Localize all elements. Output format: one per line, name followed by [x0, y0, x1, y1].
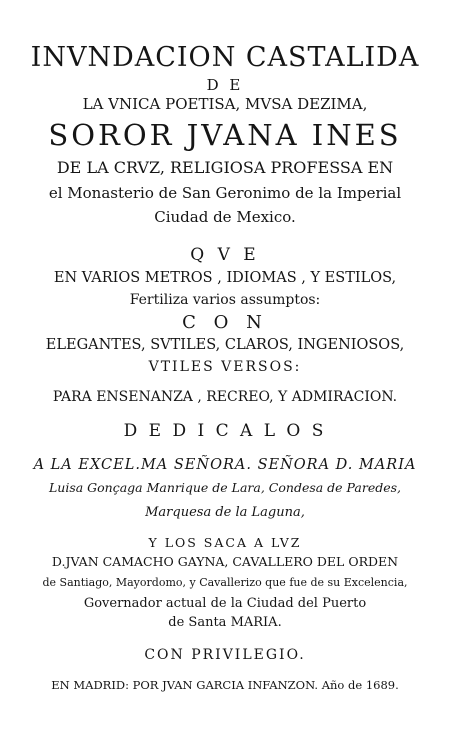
governador-line: Governador actual de la Ciudad del Puerto — [83, 596, 367, 611]
author-order: DE LA CRVZ, RELIGIOSA PROFESSA EN — [56, 158, 394, 177]
book-title: INVNDACION CASTALIDA — [30, 42, 420, 73]
monastery-line: el Monasterio de San Geronimo de la Imperial — [48, 184, 402, 202]
con-heading: C O N — [182, 312, 268, 333]
versos-line: VTILES VERSOS: — [148, 359, 302, 375]
saca-line: Y LOS SACA A LVZ — [148, 535, 302, 550]
city-line: Ciudad de Mexico. — [154, 208, 296, 226]
privilegio-line: CON PRIVILEGIO. — [144, 647, 306, 663]
ensenanza-line: PARA ENSENANZA , RECREO, Y ADMIRACION. — [52, 389, 398, 405]
subtitle-poetisa: LA VNICA POETISA, MVSA DEZIMA, — [82, 95, 368, 113]
dedicalos-heading: D E D I C A L O S — [123, 421, 327, 441]
santa-maria-line: de Santa MARIA. — [168, 615, 282, 630]
condesa-line: Luisa Gonçaga Manrique de Lara, Condesa de Paredes, — [48, 480, 402, 495]
author-name: SOROR JVANA INES — [48, 118, 402, 152]
camacho-line: D.JVAN CAMACHO GAYNA, CAVALLERO DEL ORDEN — [51, 554, 399, 569]
imprint-line: EN MADRID: POR JVAN GARCIA INFANZON. Año de 1689. — [51, 678, 399, 692]
elegantes-line: ELEGANTES, SVTILES, CLAROS, INGENIOSOS, — [45, 337, 405, 353]
santiago-line: de Santiago, Mayordomo, y Cavallerizo que fue de su Excelencia, — [42, 576, 408, 589]
title-de: D E — [206, 76, 244, 94]
dedicatee-line: A LA EXCEL.MA SEÑORA. SEÑORA D. MARIA — [33, 457, 417, 473]
que-heading: Q V E — [190, 245, 260, 265]
metros-line: EN VARIOS METROS , IDIOMAS , Y ESTILOS, — [53, 270, 397, 286]
marquesa-line: Marquesa de la Laguna, — [145, 505, 305, 520]
assumptos-line: Fertiliza varios assumptos: — [129, 292, 321, 308]
